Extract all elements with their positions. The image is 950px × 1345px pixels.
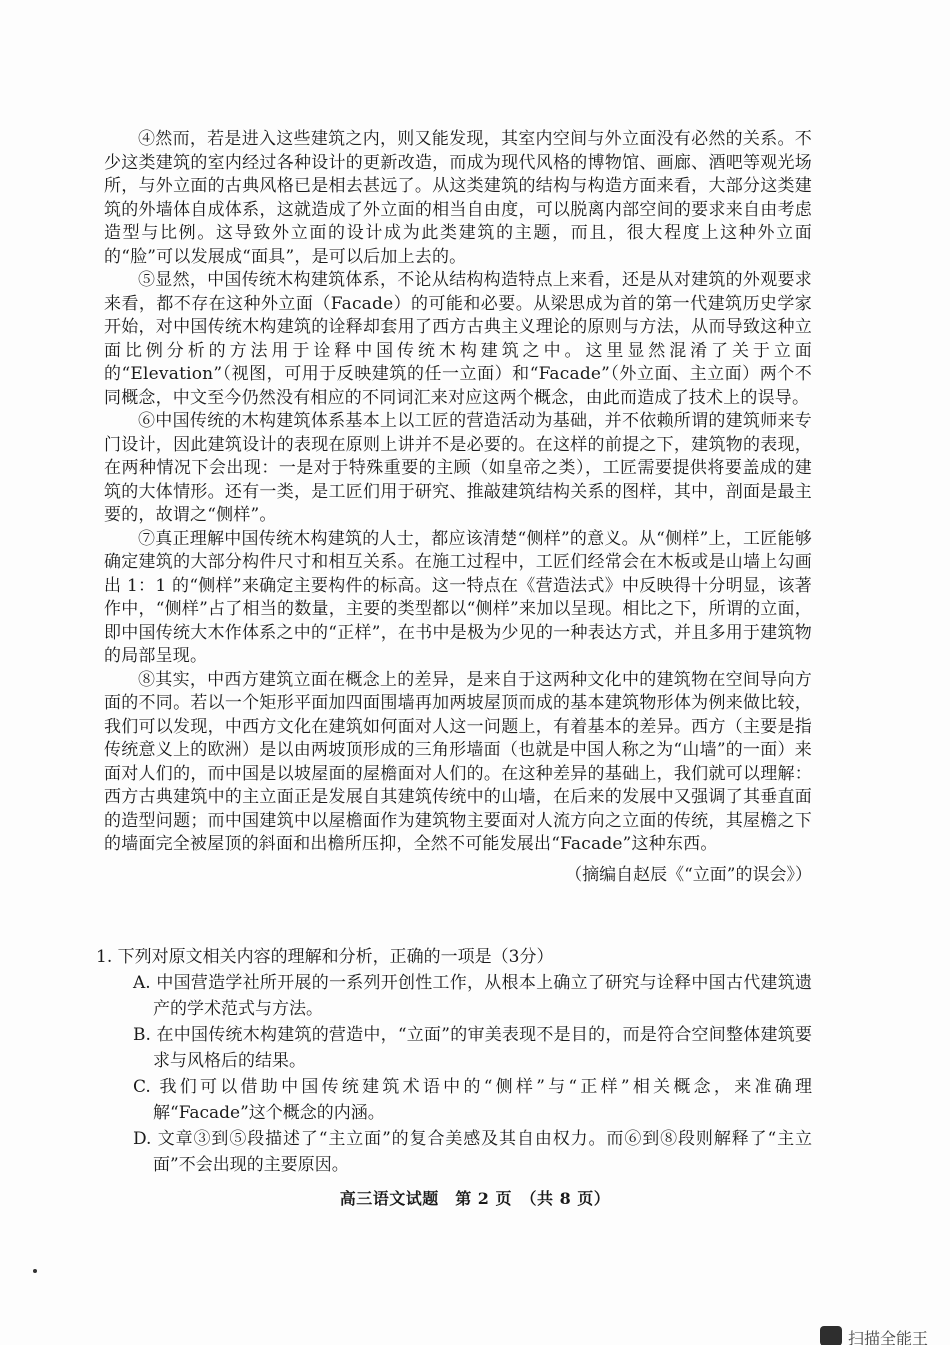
scan-speck xyxy=(33,1269,37,1273)
paragraph-5: ⑤显然，中国传统木构建筑体系，不论从结构构造特点上来看，还是从对建筑的外观要求来看，都不存在这种外立面（Facade）的可能和必要。从梁思成为首的第一代建筑历史学家开始，对中国传统木构建筑的诠释却套用了西方古典主义理论的原则与方法，从而导致这种立面比例分析的方法用于诠释中国传统木构建筑之中。这里显然混淆了关于立面的“Elevation”（视图，可用于反映建筑的任一立面）和“Facade”（外立面、主立面）两个不同概念，中文至今仍然没有相应的不同词汇来对应这两个概念，由此而造成了技术上的误导。 xyxy=(104,270,812,408)
paragraph-6: ⑥中国传统的木构建筑体系基本上以工匠的营造活动为基础，并不依赖所谓的建筑师来专门设计，因此建筑设计的表现在原则上讲并不是必要的。在这样的前提之下，建筑物的表现，在两种情况下会出现：一是对于特殊重要的主顾（如皇帝之类），工匠需要提供将要盖成的建筑的大体情形。还有一类，是工匠们用于研究、推敲建筑结构关系的图样，其中，剖面是最主要的，故谓之“侧样”。 xyxy=(104,411,812,525)
reading-passage xyxy=(104,128,812,887)
scanner-watermark xyxy=(820,1322,950,1345)
option-d: D. 文章③到⑤段描述了“主立面”的复合美感及其自由权力。而⑥到⑧段则解释了“主立面”不会出现的主要原因。 xyxy=(133,1129,812,1175)
source-attribution: （摘编自赵辰《“立面”的误会》） xyxy=(565,864,812,885)
option-a: A. 中国营造学社所开展的一系列开创性工作，从根本上确立了研究与诠释中国古代建筑遗产的学术范式与方法。 xyxy=(133,973,812,1019)
option-b: B. 在中国传统木构建筑的营造中，“立面”的审美表现不是目的，而是符合空间整体建筑要求与风格后的结果。 xyxy=(133,1025,812,1071)
paragraph-8: ⑧其实，中西方建筑立面在概念上的差异，是来自于这两种文化中的建筑物在空间导向方面的不同。若以一个矩形平面加四面围墙再加两坡屋顶而成的基本建筑物形体为例来做比较，我们可以发现，中西方文化在建筑如何面对人这一问题上，有着基本的差异。西方（主要是指传统意义上的欧洲）是以由两坡顶形成的三角形墙面（也就是中国人称之为“山墙”的一面）来面对人们的，而中国是以坡屋面的屋檐面对人们的。在这种差异的基础上，我们就可以理解：西方古典建筑中的主立面正是发展自其建筑传统中的山墙，在后来的发展中又强调了其垂直面的造型问题；而中国建筑中以屋檐面作为建筑物主要面对人流方向之立面的传统，其屋檐之下的墙面完全被屋顶的斜面和出檐所压抑，全然不可能发展出“Facade”这种东西。 xyxy=(104,669,812,854)
scanner-logo-icon xyxy=(820,1326,842,1345)
question-1 xyxy=(96,944,812,1178)
page-footer: 高三语文试题 第 2 页 （共 8 页） xyxy=(339,1189,611,1208)
paragraph-4: ④然而，若是进入这些建筑之内，则又能发现，其室内空间与外立面没有必然的关系。不少这类建筑的室内经过各种设计的更新改造，而成为现代风格的博物馆、画廊、酒吧等观光场所，与外立面的古典风格已是相去甚远了。从这类建筑的结构与构造方面来看，大部分这类建筑的外墙体自成体系，这就造成了外立面的相当自由度，可以脱离内部空间的要求来自由考虑造型与比例。这导致外立面的设计成为此类建筑的主题，而且，很大程度上这种外立面的“脸”可以发展成“面具”，是可以后加上去的。 xyxy=(104,129,812,267)
scanner-watermark-text: 扫描全能王 xyxy=(848,1329,929,1345)
option-c: C. 我们可以借助中国传统建筑术语中的“侧样”与“正样”相关概念，来准确理解“Facade”这个概念的内涵。 xyxy=(133,1077,812,1123)
paragraph-7: ⑦真正理解中国传统木构建筑的人士，都应该清楚“侧样”的意义。从“侧样”上，工匠能够确定建筑的大部分构件尺寸和相互关系。在施工过程中，工匠们经常会在木板或是山墙上勾画出 1：1 的“侧样”来确定主要构件的标高。这一特点在《营造法式》中反映得十分明显，该著作中，“侧样”占了相当的数量，主要的类型都以“侧样”来加以呈现。相比之下，所谓的立面，即中国传统大木作体系之中的“正样”，在书中是极为少见的一种表达方式，并且多用于建筑物的局部呈现。 xyxy=(104,528,812,666)
question-stem: 1. 下列对原文相关内容的理解和分析，正确的一项是（3分） xyxy=(96,947,554,967)
